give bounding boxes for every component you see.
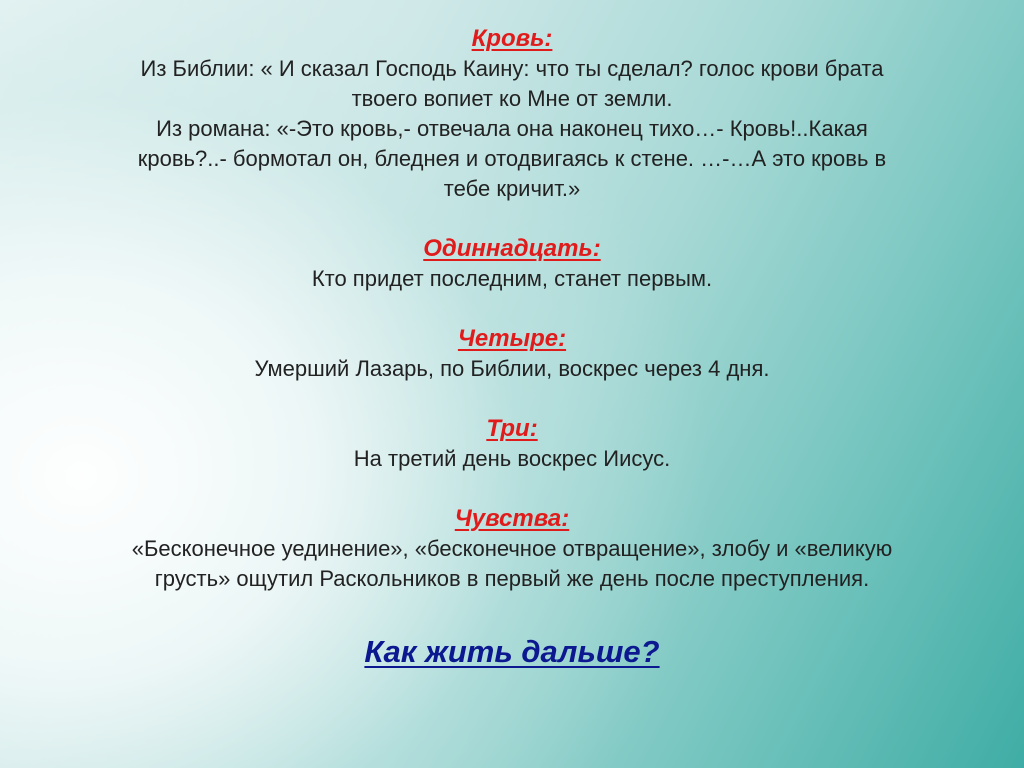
section-heading: Одиннадцать: (423, 235, 601, 262)
section-line: Кто придет последним, станет первым. (311, 266, 713, 291)
section-heading: Четыре: (457, 325, 567, 352)
section-line: твоего вопиет ко Мне от земли. (351, 86, 673, 111)
section-line: Умерший Лазарь, по Библии, воскрес через 4 дня. (254, 356, 770, 381)
section-eleven (0, 234, 1024, 294)
section-feelings (0, 504, 1024, 594)
section-line: Из Библии: « И сказал Господь Каину: что ты сделал? голос крови брата (140, 56, 884, 81)
section-line: кровь?..- бормотал он, бледнея и отодвигаясь к стене. …-…А это кровь в (137, 146, 887, 171)
spacer (0, 474, 1024, 504)
section-line: «Бесконечное уединение», «бесконечное отвращение», злобу и «великую (131, 536, 893, 561)
section-line: грусть» ощутил Раскольников в первый же день после преступления. (154, 566, 870, 591)
closing-block (0, 624, 1024, 672)
section-blood (0, 24, 1024, 204)
spacer (0, 594, 1024, 624)
spacer (0, 384, 1024, 414)
section-heading: Чувства: (454, 505, 570, 532)
section-heading: Три: (486, 415, 538, 442)
section-line: На третий день воскрес Иисус. (353, 446, 671, 471)
spacer (0, 294, 1024, 324)
section-line: тебе кричит.» (443, 176, 581, 201)
section-four (0, 324, 1024, 384)
section-line: Из романа: «-Это кровь,- отвечала она наконец тихо…- Кровь!..Какая (156, 116, 868, 141)
slide-content (0, 24, 1024, 672)
section-three (0, 414, 1024, 474)
section-heading: Кровь: (471, 25, 553, 52)
closing-question: Как жить дальше? (364, 634, 660, 669)
spacer (0, 204, 1024, 234)
